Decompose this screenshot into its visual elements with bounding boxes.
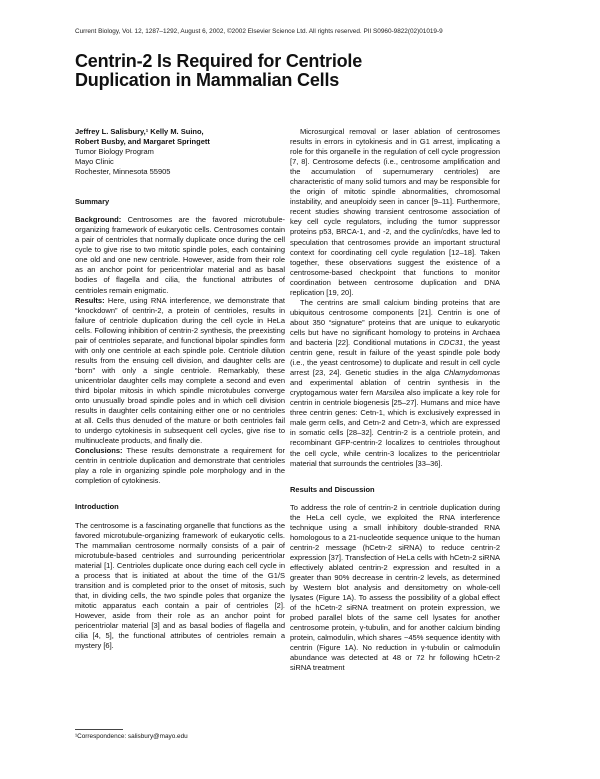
summary-conclusions <box>75 446 285 486</box>
affiliation-line-3: Rochester, Minnesota 55905 <box>75 167 171 177</box>
organism-marsilea: Marsilea <box>375 388 405 398</box>
title-line-2: Duplication in Mammalian Cells <box>75 70 340 90</box>
journal-header: Current Biology, Vol. 12, 1287–1292, August 6, 2002, ©2002 Elsevier Science Ltd. All rights reserved. PII S0960-9822(02)01019-9 <box>75 28 443 35</box>
summary-heading: Summary <box>75 197 110 207</box>
author-list <box>75 127 285 147</box>
introduction-paragraph: The centrosome is a fascinating organelle that functions as the favored microtubule-organizing framework of eukaryotic cells. The mammalian centrosome normally consists of a pair of microtubule-based centrioles and surrounding pericentriolar material [1]. Centrioles duplicate once during each cell cycle in a process that is initiated at about the time of the G1/S transition and is completed prior to the onset of mitosis, such that, in dividing cells, the two spindle poles that organize the mitotic apparatus each contain a pair of centrioles [2]. However, aside from their role as an anchor point for pericentriolar material [3] and as basal bodies of flagella and cilia [4, 5], the functional attributes of centrioles remain a mystery [6]. <box>75 520 285 651</box>
gene-cdc31: CDC31 <box>438 337 464 347</box>
left-column <box>75 127 285 651</box>
authors-line-1: Jeffrey L. Salisbury,¹ Kelly M. Suino, <box>75 127 204 136</box>
affiliation-line-2: Mayo Clinic <box>75 157 114 167</box>
right-column <box>290 127 500 673</box>
results-text: Here, using RNA interference, we demonstrate that “knockdown” of centrin-2, a protein of centrioles, results in failure of centriole duplication during the cell cycle in HeLa cells. Following inhibition of centrin-2 synthesis, the preexisting pair of centrioles separate, and functional bipolar spindles form with only one centriole at each spindle pole. Centriole dilution results from the ensuing cell division, and daughter cells are “born” with only a single centriole. Remarkably, these unicentriolar daughter cells may complete a second and even third bipolar mitosis in which spindle microtubules converge onto unusually broad spindle poles and in which cell division results in daughter cells containing either one or no centrioles at all. Cells thus denuded of the mature or both centrioles fail to undergo cytokinesis in subsequent cell cycles, give rise to multinucleate products, and finally die. <box>75 295 285 446</box>
p2-text-c: and experimental ablation of centrin synthesis in the cryptogamous water fern <box>290 378 500 398</box>
correspondence-footnote: ¹Correspondence: salisbury@mayo.edu <box>75 733 188 740</box>
organism-chlamydomonas: Chlamydomonas <box>443 368 500 378</box>
authors-line-2: Robert Busby, and Margaret Springett <box>75 137 210 146</box>
body-paragraph-1: Microsurgical removal or laser ablation of centrosomes results in errors in cytokinesis and in G1 arrest, implicating a role for this organelle in the regulation of cell cycle progression [7, 8]. Centrosome defects (i.e., centrosome amplification and the accumulation of supernumerary centrioles) are characteristic of many solid tumors and may be responsible for the origin of mitotic spindle abnormalities, chromosomal instability, and aneuploidy seen in cancer [9–11]. Furthermore, recent studies showing transient centrosome association of key cell cycle regulators, including the tumor suppressor proteins p53, BRCA-1, and -2, and the cyclin/cdks, have led to speculation that centrosomes provide an important structural context for coordinating cell cycle regulation [12–18]. Taken together, these observations suggest the existence of a centrosome-based checkpoint that functions to monitor coordination between centrosome duplication and DNA replication [19, 20]. <box>290 127 500 297</box>
results-discussion-heading: Results and Discussion <box>290 484 375 494</box>
results-label: Results: <box>75 295 105 305</box>
summary-background <box>75 215 285 295</box>
title-line-1: Centrin-2 Is Required for Centriole <box>75 51 363 71</box>
background-text: Centrosomes are the favored microtubule-organizing framework of eukaryotic cells. Centrosomes contain a pair of centrioles that normally duplicate once during the cell cycle to give rise to two mitotic spindle poles, each containing one old and one new centriole. However, aside from their role as an anchor point for pericentriolar material and as basal bodies of flagella and cilia, the functional attributes of centrioles remain enigmatic. <box>75 215 285 295</box>
affiliation <box>75 147 285 177</box>
footnote-rule <box>75 729 123 730</box>
p2-text-a: The centrins are small calcium binding proteins that are ubiquitous centrosome components [21]. Centrin is one of about 350 “signature” proteins that are unique to eukaryotic cells but have no significant homology to proteins in Archaea and bacteria [22]. Conditional mutations in <box>290 297 500 347</box>
body-paragraph-3: To address the role of centrin-2 in centriole duplication during the HeLa cell cycle, we exploited the RNA interference technique using a small inhibitory double-stranded RNA homologous to a 21-nucleotide sequence unique to the human centrin-2 message (hCetn-2 siRNA) to reduce centrin-2 expression [37]. Transfection of HeLa cells with hCetn-2 siRNA effectively ablated centrin-2 expression and resulted in a greater than 90% decrease in centrin-2 levels, as determined by Western blot analysis and densitometry on whole-cell lysates (Figure 1A). To assess the possibility of a global effect of the hCetn-2 siRNA treatment on protein expression, we probed parallel blots of the same cell lysates for another centrosome protein, γ-tubulin, and for another calcium binding protein, calmodulin, which shares ~45% sequence identity with centrin (Figure 1A). No reduction in γ-tubulin or calmodulin abundance was detected at 48 or 72 hr following hCetn-2 siRNA treatment <box>290 502 500 673</box>
footnote <box>75 729 285 741</box>
background-label: Background: <box>75 215 122 225</box>
conclusions-label: Conclusions: <box>75 446 123 456</box>
conclusions-text: These results demonstrate a requirement for centrin in centriole duplication and demonstrate that centrioles play a role in organizing spindle pole morphology and in the completion of cytokinesis. <box>75 446 285 486</box>
p2-text-b: , the yeast centrin gene, result in failure of the yeast spindle pole body (i.e., the yeast centrosome) to duplicate and result in cell cycle arrest [23, 24]. Genetic studies in the alga <box>290 337 500 378</box>
article-title <box>75 52 535 90</box>
introduction-heading: Introduction <box>75 502 119 512</box>
affiliation-line-1: Tumor Biology Program <box>75 147 154 156</box>
body-paragraph-2 <box>290 298 500 469</box>
p2-text-d: also implicate a key role for centrin in centriole biogenesis [25–27]. Humans and mice have three centrin genes: Cetn-1, which is exclusively expressed in male germ cells, and Cetn-2 and Cetn-3, which are expressed in somatic cells [28–32]. Centrin-2 is a centriole protein, and recombinant GFP-centrin-2 localizes to centrioles throughout the cell cycle, while centrin-3 localizes to the pericentriolar material that surrounds the centrioles [33–36]. <box>290 388 500 468</box>
summary-results <box>75 296 285 447</box>
